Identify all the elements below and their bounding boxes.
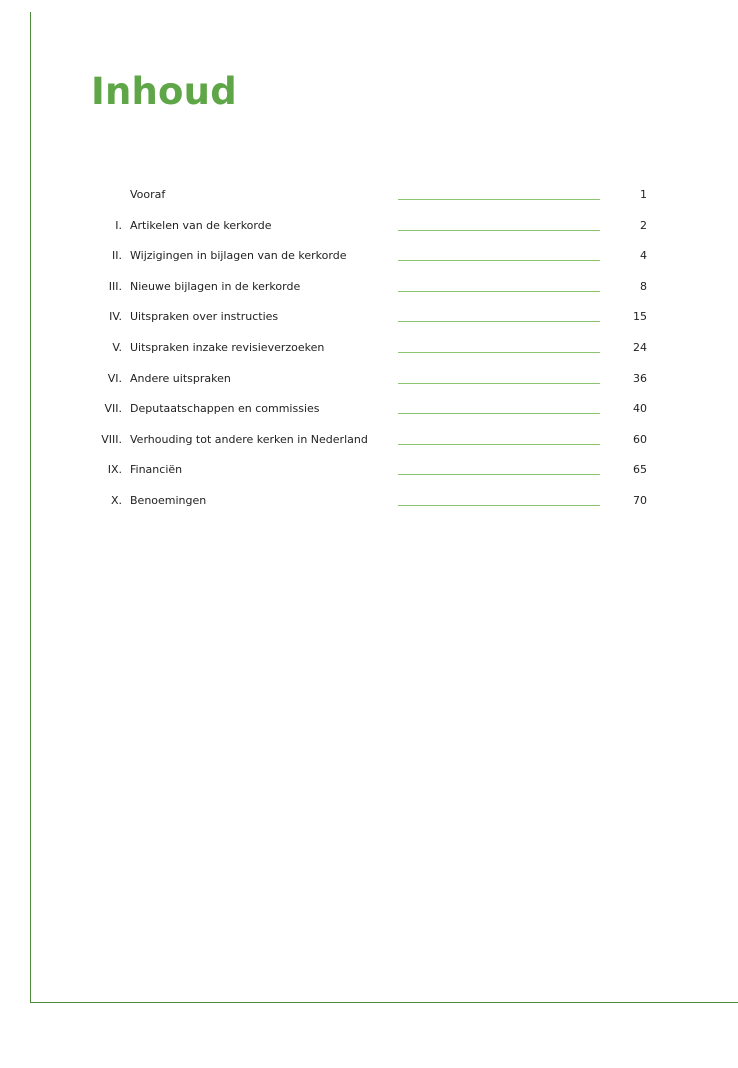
toc-leader-line: [398, 505, 600, 506]
toc-entry-label[interactable]: Verhouding tot andere kerken in Nederland: [130, 432, 368, 446]
toc-entry-number: III.: [108, 279, 122, 293]
toc-page-number[interactable]: 65: [633, 463, 647, 477]
toc-page-number[interactable]: 60: [633, 432, 647, 446]
toc-page-number[interactable]: 4: [640, 249, 647, 263]
toc-leader-line: [398, 474, 600, 475]
page-frame-bottom-rule: [30, 1002, 738, 1003]
toc-entry-label[interactable]: Uitspraken over instructies: [130, 310, 279, 324]
toc-entry-10[interactable]: [0, 486, 738, 517]
toc-entry-1[interactable]: [0, 211, 738, 242]
toc-entry-2[interactable]: [0, 241, 738, 272]
toc-entry-number: VI.: [107, 371, 122, 385]
toc-entry-number: VIII.: [101, 432, 122, 446]
table-of-contents: [0, 180, 738, 517]
toc-entry-label[interactable]: Andere uitspraken: [130, 371, 231, 385]
toc-leader-line: [398, 444, 600, 445]
toc-leader-line: [398, 291, 600, 292]
toc-leader-line: [398, 352, 600, 353]
toc-leader-line: [398, 199, 600, 200]
toc-leader-line: [398, 260, 600, 261]
toc-entry-number: VII.: [104, 402, 122, 416]
toc-entry-label[interactable]: Deputaatschappen en commissies: [130, 402, 320, 416]
toc-page-number[interactable]: 70: [633, 493, 647, 507]
toc-page-number[interactable]: 24: [633, 340, 647, 354]
toc-entry-label[interactable]: Vooraf: [130, 188, 166, 201]
toc-entry-number: X.: [110, 493, 122, 507]
toc-leader-line: [398, 413, 600, 414]
toc-entry-number: I.: [115, 218, 122, 232]
toc-entry-number: IV.: [109, 310, 122, 324]
toc-entry-number: II.: [112, 249, 122, 263]
toc-page-number[interactable]: 36: [633, 371, 647, 385]
toc-leader-line: [398, 230, 600, 231]
toc-entry-label[interactable]: Nieuwe bijlagen in de kerkorde: [130, 279, 301, 293]
toc-entry-4[interactable]: [0, 302, 738, 333]
toc-entry-number: V.: [112, 340, 122, 354]
toc-leader-line: [398, 321, 600, 322]
toc-entry-vooraf[interactable]: [0, 180, 738, 211]
toc-page-number[interactable]: 1: [640, 188, 647, 201]
toc-leader-line: [398, 383, 600, 384]
toc-page-number[interactable]: 8: [640, 279, 647, 293]
toc-entry-7[interactable]: [0, 394, 738, 425]
page-title: Inhoud: [91, 70, 237, 113]
toc-page-number[interactable]: 15: [633, 310, 647, 324]
toc-entry-3[interactable]: [0, 272, 738, 303]
toc-entry-9[interactable]: [0, 455, 738, 486]
toc-entry-label[interactable]: Financiën: [130, 463, 183, 477]
toc-entry-8[interactable]: [0, 425, 738, 456]
toc-page-number[interactable]: 2: [640, 218, 647, 232]
toc-entry-label[interactable]: Benoemingen: [130, 493, 207, 507]
toc-entry-label[interactable]: Uitspraken inzake revisieverzoeken: [130, 340, 325, 354]
toc-entry-label[interactable]: Artikelen van de kerkorde: [130, 218, 272, 232]
toc-entry-label[interactable]: Wijzigingen in bijlagen van de kerkorde: [130, 249, 347, 263]
toc-entry-5[interactable]: [0, 333, 738, 364]
toc-entry-6[interactable]: [0, 364, 738, 395]
toc-entry-number: IX.: [107, 463, 122, 477]
toc-page-number[interactable]: 40: [633, 402, 647, 416]
